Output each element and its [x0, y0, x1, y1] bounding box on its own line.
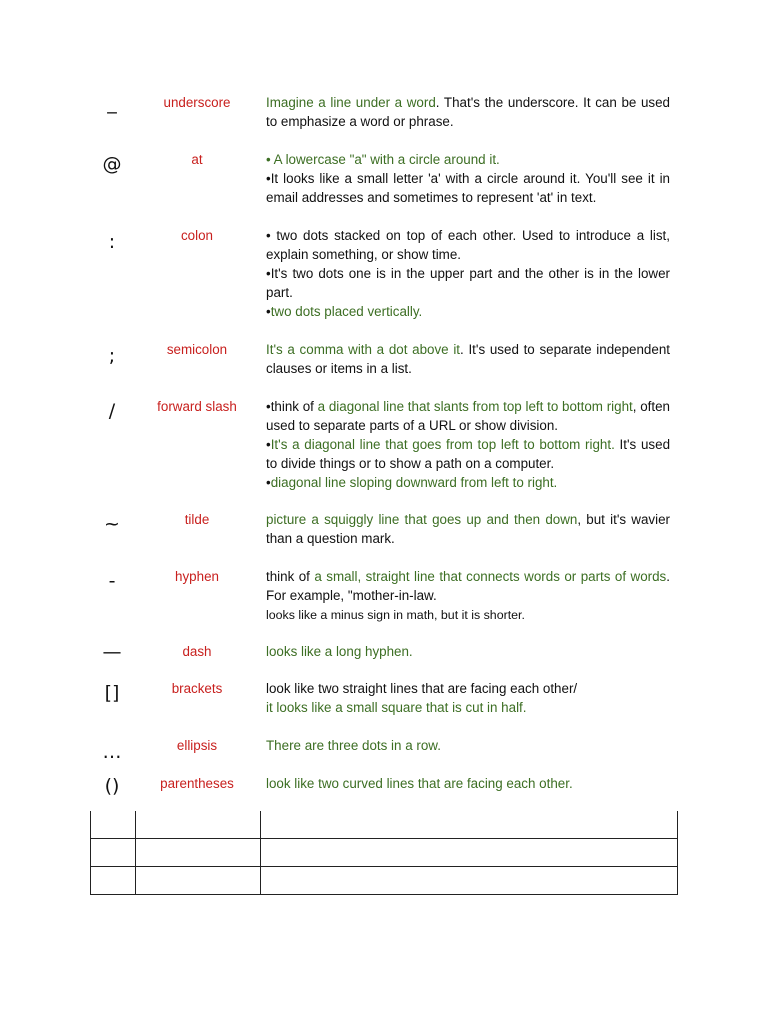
- table-cell: [261, 867, 678, 895]
- description-run: • two dots stacked on top of each other. Used to introduce a list, explain something, or show time.: [266, 228, 670, 262]
- symbol-name: hyphen: [175, 569, 219, 584]
- description-run: . For example, "mother-in-law.: [266, 569, 670, 603]
- description-paragraph: [266, 397, 670, 435]
- description-run: picture a squiggly line that goes up and then down: [266, 512, 578, 527]
- symbol-name: parentheses: [160, 776, 234, 791]
- description-run: think of: [266, 569, 315, 584]
- description-run: It's a diagonal line that goes from top left to bottom right.: [270, 437, 615, 452]
- table-cell: [261, 811, 678, 839]
- table-row: [91, 811, 678, 839]
- description-run: It's a comma with a dot above it: [266, 342, 461, 357]
- description-paragraph: [266, 340, 670, 378]
- symbol-description: [266, 642, 670, 661]
- description-paragraph: [266, 642, 670, 661]
- description-run: It's used to divide things or to show a path on a computer.: [266, 437, 671, 471]
- description-run: a diagonal line that slants from top left to bottom right: [317, 399, 633, 414]
- symbol: _: [107, 92, 117, 114]
- empty-table: [90, 811, 678, 895]
- description-paragraph: [266, 567, 670, 605]
- description-paragraph: [266, 150, 670, 169]
- description-run: •: [266, 304, 271, 319]
- description-run: look like two straight lines that are facing each other/: [266, 681, 578, 696]
- symbol-name: dash: [182, 644, 212, 659]
- symbol-name: at: [191, 152, 203, 167]
- description-run: looks like a long hyphen.: [266, 644, 413, 659]
- symbol-name: tilde: [184, 512, 210, 527]
- description-paragraph: [266, 736, 670, 755]
- description-run: it looks like a small square that is cut in half.: [266, 700, 527, 715]
- symbol: :: [108, 231, 116, 253]
- symbol: @: [102, 153, 122, 175]
- symbol: ;: [108, 345, 116, 367]
- table-cell: [91, 811, 136, 839]
- table-cell: [136, 867, 261, 895]
- description-run: . It's used to separate independent clauses or items in a list.: [266, 342, 670, 376]
- description-paragraph: [266, 679, 670, 698]
- table-row: [91, 839, 678, 867]
- symbol-name: colon: [180, 228, 213, 243]
- symbol-description: [266, 397, 670, 492]
- symbol-description: [266, 774, 670, 793]
- description-paragraph: [266, 302, 670, 321]
- symbol-name: underscore: [163, 95, 231, 110]
- symbol: …: [102, 741, 122, 763]
- description-run: look like two curved lines that are facing each other.: [266, 776, 573, 791]
- symbol-description: [266, 93, 670, 131]
- description-run: diagonal line sloping downward from left to right.: [270, 475, 558, 490]
- description-paragraph: [266, 93, 670, 131]
- symbol-description: [266, 567, 670, 625]
- symbol: ~: [104, 513, 120, 535]
- description-run: looks like a minus sign in math, but it is shorter.: [266, 608, 525, 622]
- symbol-description: [266, 736, 670, 755]
- symbol-description: [266, 340, 670, 378]
- symbol: /: [108, 400, 116, 422]
- description-run: two dots placed vertically.: [270, 304, 423, 319]
- symbol-description: [266, 150, 670, 207]
- symbol: —: [102, 641, 122, 663]
- symbol-name: brackets: [171, 681, 223, 696]
- description-run: •: [266, 437, 271, 452]
- description-paragraph: [266, 605, 670, 625]
- description-run: Imagine a line under a word: [266, 95, 436, 110]
- description-run: . That's the underscore. It can be used to emphasize a word or phrase.: [266, 95, 670, 129]
- symbol-description: [266, 510, 670, 548]
- symbol: -: [108, 570, 116, 592]
- description-run: a small, straight line that connects words or parts of words: [314, 569, 667, 584]
- symbol: (): [104, 775, 120, 797]
- table-cell: [136, 811, 261, 839]
- description-paragraph: [266, 698, 670, 717]
- description-paragraph: [266, 510, 670, 548]
- description-paragraph: [266, 774, 670, 793]
- table-row: [91, 867, 678, 895]
- description-paragraph: [266, 169, 670, 207]
- table-cell: [136, 839, 261, 867]
- symbol-name: semicolon: [166, 342, 228, 357]
- description-run: , but it's wavier than a question mark.: [266, 512, 671, 546]
- symbol-description: [266, 679, 670, 717]
- description-paragraph: [266, 264, 670, 302]
- table-cell: [91, 867, 136, 895]
- table-cell: [261, 839, 678, 867]
- symbol-name: ellipsis: [176, 738, 218, 753]
- description-run: •: [266, 475, 271, 490]
- description-paragraph: [266, 435, 670, 473]
- description-run: •think of: [266, 399, 318, 414]
- description-run: •It's two dots one is in the upper part and the other is in the lower part.: [266, 266, 670, 300]
- table-cell: [91, 839, 136, 867]
- symbol-description: [266, 226, 670, 321]
- description-run: There are three dots in a row.: [266, 738, 441, 753]
- description-run: • A lowercase "a" with a circle around it.: [266, 152, 500, 167]
- description-paragraph: [266, 226, 670, 264]
- description-paragraph: [266, 473, 670, 492]
- description-run: •It looks like a small letter 'a' with a circle around it. You'll see it in email addresses and sometimes to represent 'at' in text.: [266, 171, 670, 205]
- symbol: []: [104, 682, 120, 704]
- symbol-name: forward slash: [157, 399, 237, 414]
- description-run: , often used to separate parts of a URL or show division.: [266, 399, 670, 433]
